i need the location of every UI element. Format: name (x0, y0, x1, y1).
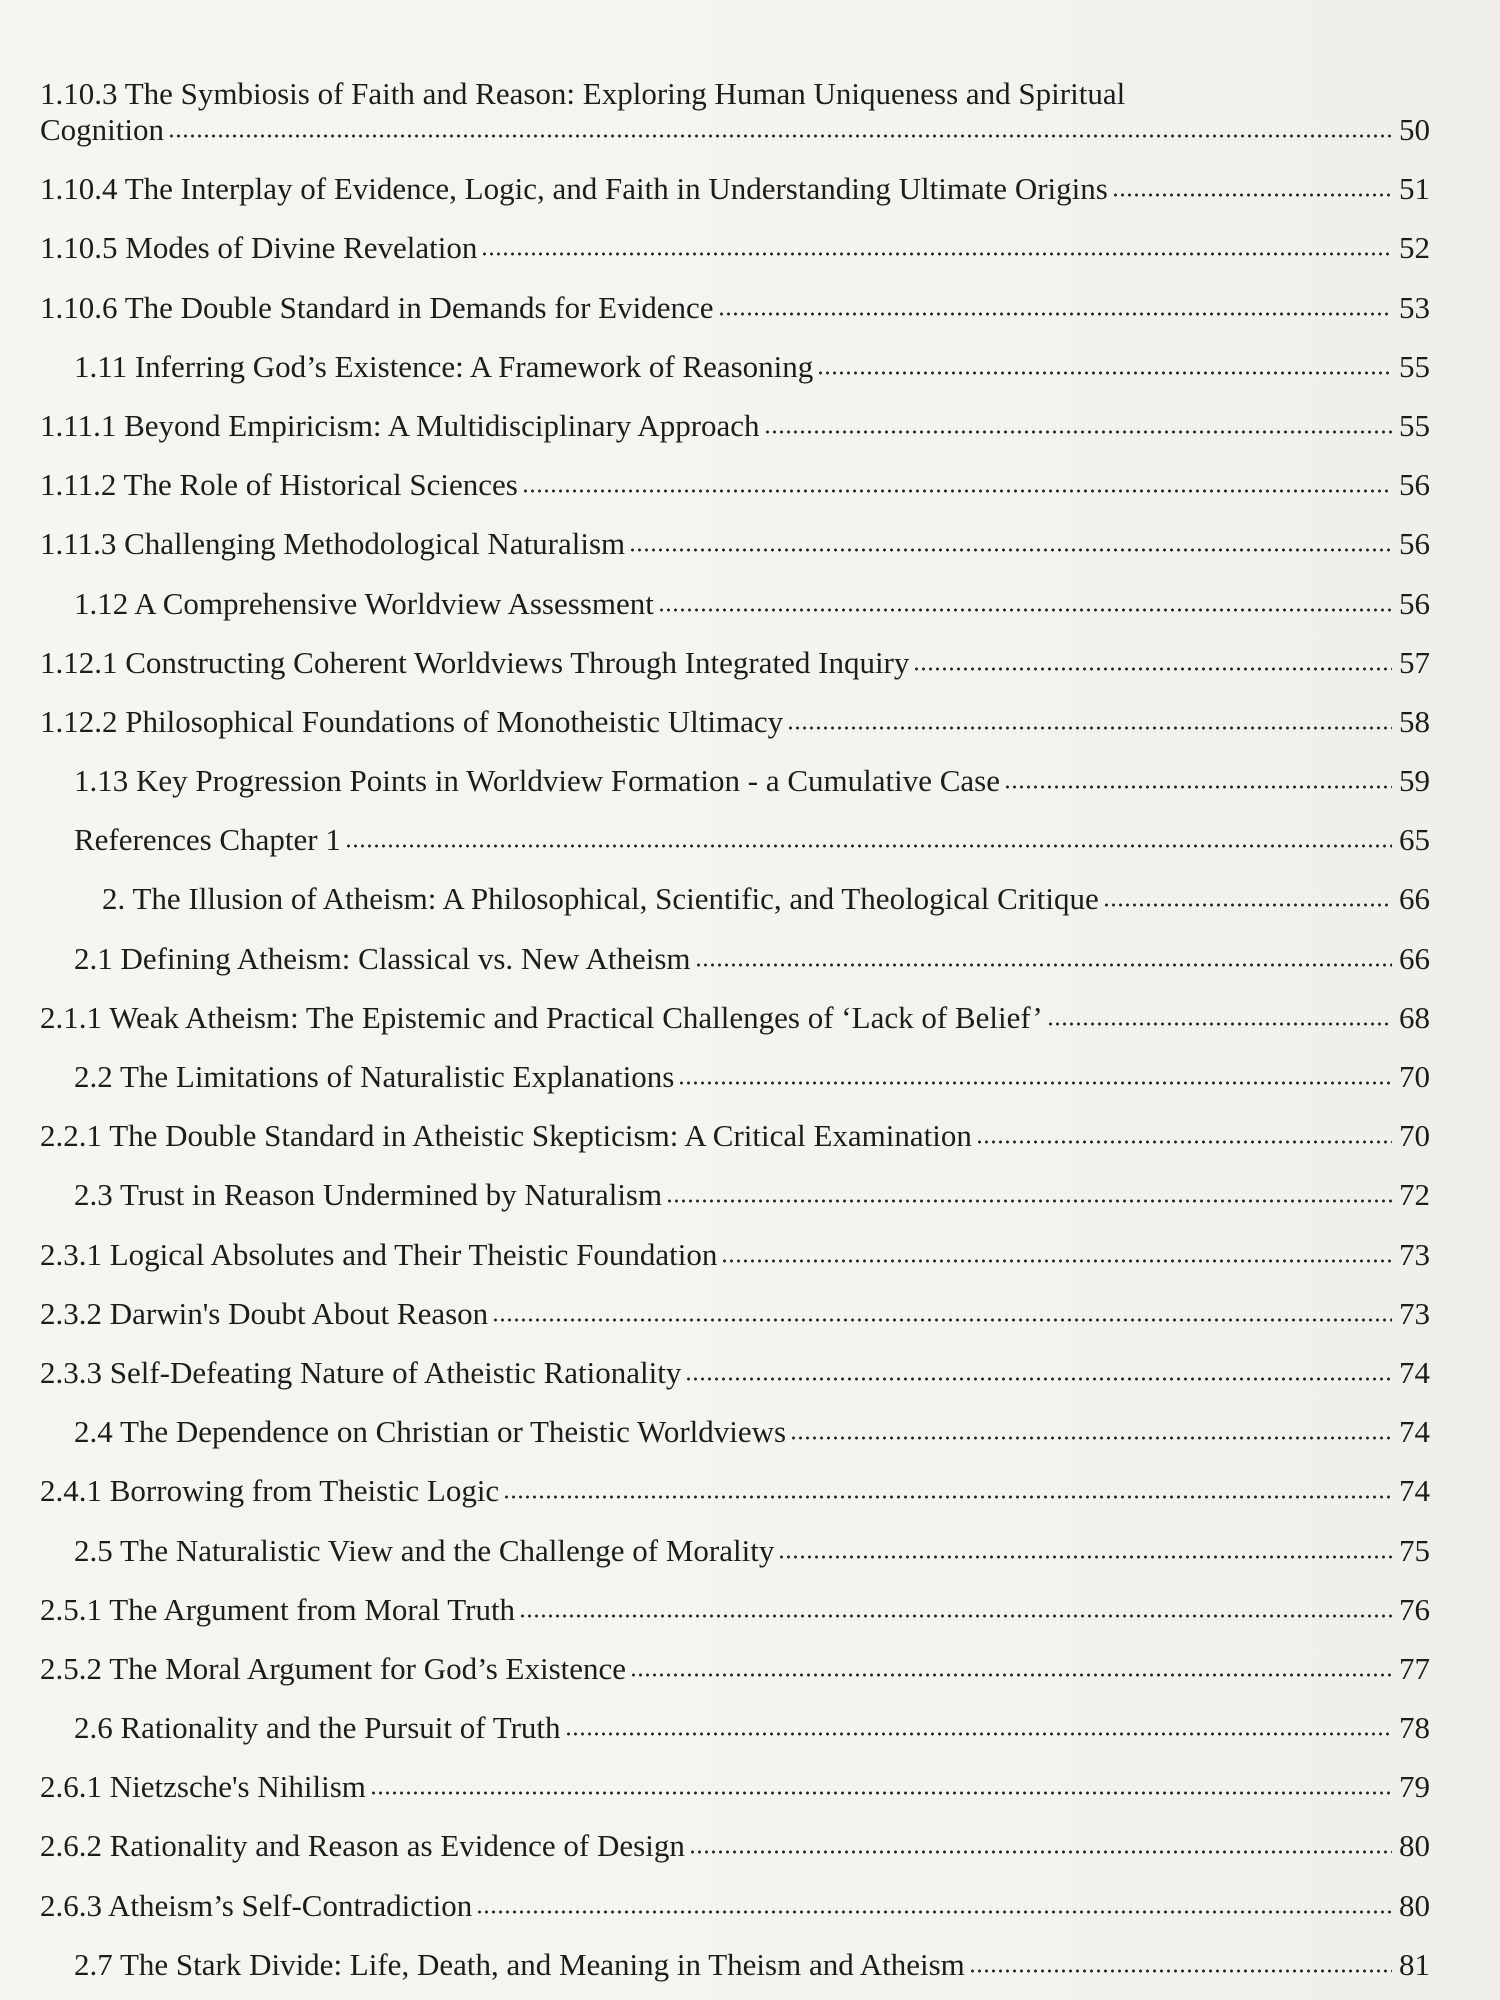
dot-leader (503, 1493, 1392, 1501)
toc-entry (40, 1273, 1430, 1332)
toc-entry (40, 148, 1430, 207)
toc-page-number: 57 (1399, 644, 1430, 680)
toc-page-number: 55 (1399, 407, 1430, 443)
dot-leader (481, 250, 1392, 258)
toc-entry-title: 1.12.2 Philosophical Foundations of Monotheistic Ultimacy (40, 703, 784, 739)
toc-entry (40, 1746, 1430, 1805)
toc-entry (40, 1687, 1430, 1746)
toc-page-number: 52 (1399, 230, 1430, 266)
toc-page-number: 56 (1399, 585, 1430, 621)
toc-page-number: 72 (1399, 1177, 1430, 1213)
dot-leader (630, 1671, 1392, 1679)
toc-entry-title: 2.2.1 The Double Standard in Atheistic Skepticism: A Critical Examination (40, 1118, 972, 1154)
toc-page-number: 65 (1399, 822, 1430, 858)
toc-entry-title: 2.3.2 Darwin's Doubt About Reason (40, 1295, 489, 1331)
dot-leader (764, 428, 1392, 436)
toc-page-number: 51 (1399, 171, 1430, 207)
dot-leader (1047, 1020, 1392, 1028)
toc-entry-title: 2.4.1 Borrowing from Theistic Logic (40, 1473, 500, 1509)
toc-entry (40, 1805, 1430, 1864)
toc-page-number: 74 (1399, 1414, 1430, 1450)
dot-leader (1103, 901, 1392, 909)
toc-page-number: 80 (1399, 1887, 1430, 1923)
toc-page-number: 53 (1399, 289, 1430, 325)
toc-entry-title: 2.3.1 Logical Absolutes and Their Theistic Foundation (40, 1236, 718, 1272)
toc-entry (40, 1213, 1430, 1272)
dot-leader (658, 606, 1392, 614)
toc-entry (40, 1864, 1430, 1923)
toc-entry-title: References Chapter 1 (74, 822, 341, 858)
toc-entry-title: 2.7 The Stark Divide: Life, Death, and Meaning in Theism and Atheism (74, 1946, 965, 1982)
dot-leader (1004, 783, 1392, 791)
toc-entry-title-block (40, 76, 1430, 148)
dot-leader (565, 1730, 1392, 1738)
dot-leader (519, 1612, 1392, 1620)
toc-entry-title: 2.5.2 The Moral Argument for God’s Existence (40, 1650, 627, 1686)
toc-entry-title: 2.1 Defining Atheism: Classical vs. New Atheism (74, 940, 691, 976)
toc-entry (40, 52, 1430, 148)
dot-leader (790, 1434, 1392, 1442)
toc-entry (40, 385, 1430, 444)
toc-page-number: 73 (1399, 1236, 1430, 1272)
toc-entry-title: 2.4 The Dependence on Christian or Theistic Worldviews (74, 1414, 787, 1450)
toc-entry-title-line1: 1.10.3 The Symbiosis of Faith and Reason: Exploring Human Uniqueness and Spiritual (40, 76, 1126, 111)
toc-entry (40, 1036, 1430, 1095)
toc-entry-title: 1.11.1 Beyond Empiricism: A Multidisciplinary Approach (40, 407, 760, 443)
toc-entry-title: 2.6.3 Atheism’s Self-Contradiction (40, 1887, 473, 1923)
toc-page-number: 70 (1399, 1118, 1430, 1154)
toc-entry-title: 2.1.1 Weak Atheism: The Epistemic and Practical Challenges of ‘Lack of Belief’ (40, 999, 1043, 1035)
toc-page-number: 76 (1399, 1591, 1430, 1627)
toc-page-number: 59 (1399, 763, 1430, 799)
toc-entry (40, 562, 1430, 621)
toc-page-number: 70 (1399, 1059, 1430, 1094)
toc-page-number: 66 (1399, 940, 1430, 976)
dot-leader (492, 1316, 1392, 1324)
dot-leader (689, 1848, 1392, 1856)
toc-entry-title: 1.11 Inferring God’s Existence: A Framework of Reasoning (74, 348, 814, 384)
dot-leader (476, 1908, 1392, 1916)
toc-entry (40, 977, 1430, 1036)
toc-entry (40, 681, 1430, 740)
toc-entry-title: 1.10.5 Modes of Divine Revelation (40, 230, 478, 266)
toc-entry-title: 2.5.1 The Argument from Moral Truth (40, 1591, 516, 1627)
dot-leader (370, 1789, 1392, 1797)
toc-entry (40, 326, 1430, 385)
toc-entry (40, 503, 1430, 562)
toc-entry-title: 1.10.4 The Interplay of Evidence, Logic, and Faith in Understanding Ultimate Origins (40, 171, 1108, 207)
toc-entry (40, 1569, 1430, 1628)
toc-page-number: 80 (1399, 1828, 1430, 1864)
toc-entry-title: 2.6 Rationality and the Pursuit of Truth (74, 1710, 561, 1746)
toc-entry (40, 1509, 1430, 1568)
dot-leader (976, 1138, 1392, 1146)
toc-page-number: 75 (1399, 1532, 1430, 1568)
toc-entry-title: 2.5 The Naturalistic View and the Challenge of Morality (74, 1532, 775, 1568)
toc-page-number: 66 (1399, 881, 1430, 917)
toc-entry-title: 1.12 A Comprehensive Worldview Assessment (74, 585, 654, 621)
toc-entry (40, 1628, 1430, 1687)
toc-entry (40, 1924, 1430, 1983)
toc-page-number: 79 (1399, 1769, 1430, 1805)
toc-entry (40, 266, 1430, 325)
dot-leader (913, 665, 1392, 673)
toc-page-number: 58 (1399, 703, 1430, 739)
toc-page-number: 55 (1399, 348, 1430, 384)
toc-entry (40, 917, 1430, 976)
toc-page-number: 50 (1399, 112, 1430, 147)
dot-leader (522, 487, 1392, 495)
toc-entry (40, 1154, 1430, 1213)
toc-entry-title: 1.10.6 The Double Standard in Demands for Evidence (40, 289, 714, 325)
toc-page-number: 73 (1399, 1295, 1430, 1331)
toc-entry (40, 1391, 1430, 1450)
toc-entry (40, 740, 1430, 799)
toc-entry (40, 858, 1430, 917)
dot-leader (969, 1967, 1392, 1975)
toc-entry-title: 1.12.1 Constructing Coherent Worldviews Through Integrated Inquiry (40, 644, 910, 680)
toc-entry (40, 207, 1430, 266)
toc-entry-title: 2.2 The Limitations of Naturalistic Explanations (74, 1059, 675, 1094)
toc-entry-title: 1.13 Key Progression Points in Worldview Formation - a Cumulative Case (74, 763, 1000, 799)
toc-entry (40, 1095, 1430, 1154)
dot-leader (778, 1553, 1392, 1561)
toc-entry-title: 2. The Illusion of Atheism: A Philosophical, Scientific, and Theological Critique (102, 881, 1099, 917)
table-of-contents (40, 52, 1430, 1983)
toc-page-number: 81 (1399, 1946, 1430, 1982)
toc-entry-title: 2.6.1 Nietzsche's Nihilism (40, 1769, 366, 1805)
toc-entry-title: 2.3.3 Self-Defeating Nature of Atheistic Rationality (40, 1354, 682, 1390)
toc-page-number: 74 (1399, 1354, 1430, 1390)
toc-entry (40, 622, 1430, 681)
toc-entry-title: 1.11.3 Challenging Methodological Naturalism (40, 526, 626, 562)
dot-leader (1112, 191, 1392, 199)
dot-leader (629, 546, 1392, 554)
toc-entry (40, 444, 1430, 503)
dot-leader (718, 310, 1392, 318)
dot-leader (721, 1257, 1392, 1265)
dot-leader (817, 369, 1392, 377)
toc-page-number: 77 (1399, 1650, 1430, 1686)
toc-entry-title: Cognition (40, 112, 165, 147)
dot-leader (666, 1197, 1392, 1205)
toc-page-number: 56 (1399, 467, 1430, 503)
toc-entry (40, 1450, 1430, 1509)
toc-entry-title: 1.11.2 The Role of Historical Sciences (40, 467, 518, 503)
dot-leader (695, 961, 1392, 969)
toc-entry-title: 2.3 Trust in Reason Undermined by Naturalism (74, 1177, 663, 1213)
toc-entry-title: 2.6.2 Rationality and Reason as Evidence of Design (40, 1828, 685, 1864)
toc-page-number: 78 (1399, 1710, 1430, 1746)
toc-page-number: 74 (1399, 1473, 1430, 1509)
dot-leader (168, 132, 1392, 140)
toc-entry (40, 1332, 1430, 1391)
toc-entry (40, 799, 1430, 858)
dot-leader (685, 1375, 1392, 1383)
dot-leader (678, 1079, 1392, 1087)
toc-page-number: 56 (1399, 526, 1430, 562)
toc-page-number: 68 (1399, 999, 1430, 1035)
dot-leader (345, 842, 1392, 850)
dot-leader (787, 724, 1392, 732)
